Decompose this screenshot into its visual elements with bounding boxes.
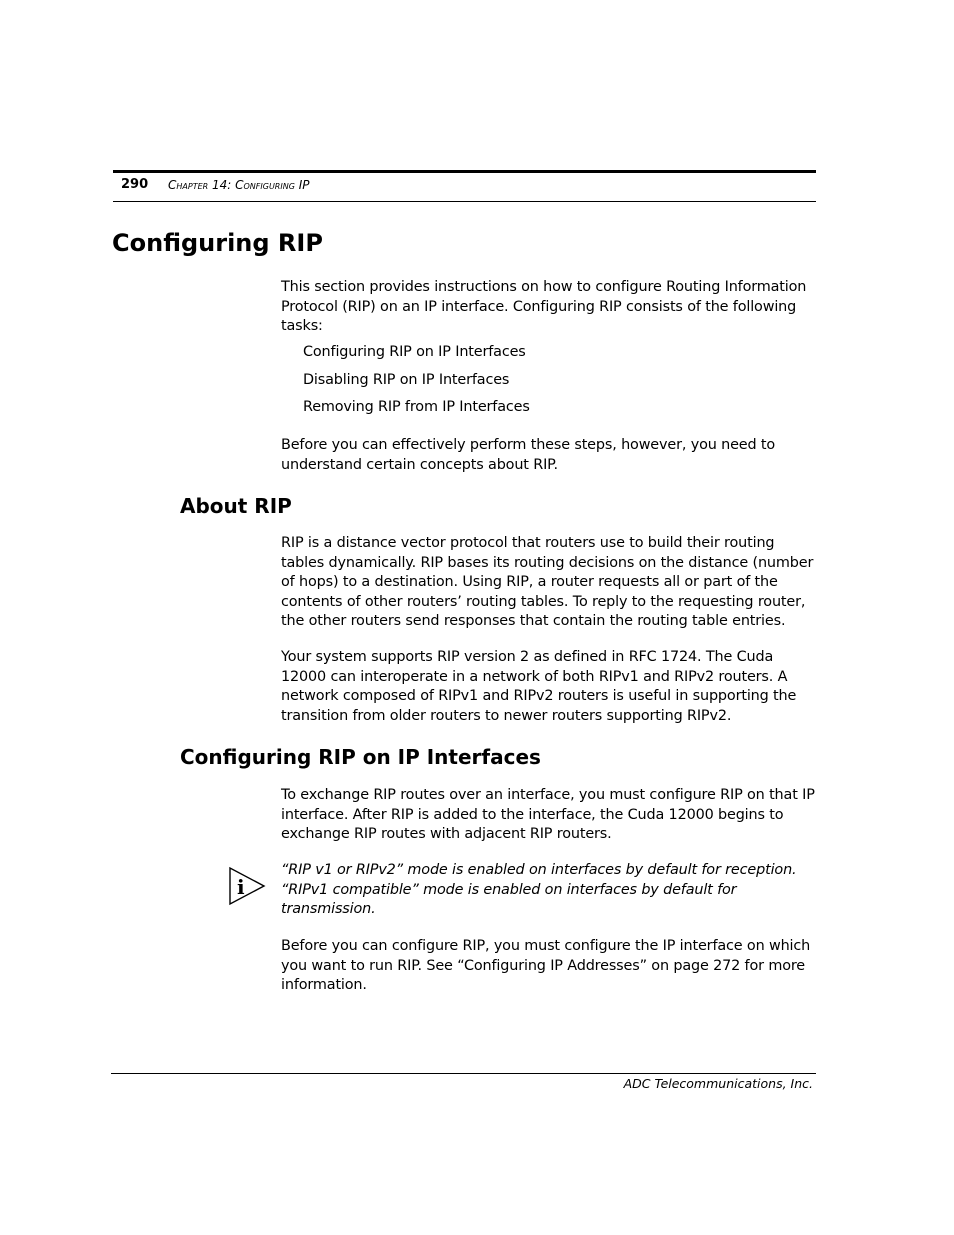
header-rule-thin xyxy=(113,201,816,202)
header-rule-thick xyxy=(113,170,816,173)
section-heading-configuring-rip: Configuring RIP on IP Interfaces xyxy=(180,745,541,769)
intro-paragraph: This section provides instructions on how to configure Routing Information Protocol (RIP) on an IP interface. Configuring RIP consists of the following tasks: xyxy=(281,279,807,334)
intro-after-paragraph: Before you can effectively perform these steps, however, you need to understand certain concepts about RIP. xyxy=(281,437,776,473)
about-paragraph-1: RIP is a distance vector protocol that routers use to build their routing tables dynamically. RIP bases its routing decisions on the distance (number of hops) to a destination. Using RIP, a router requests all or part of the contents of other routers’ routing tables. To reply to the requesting router, the other routers send responses that contain the routing table entries. xyxy=(281,535,814,629)
configuring-paragraph-1: To exchange RIP routes over an interface, you must configure RIP on that IP interface. After RIP is added to the interface, the Cuda 12000 begins to exchange RIP routes with adjacent RIP routers. xyxy=(281,787,815,842)
note-text: “RIP v1 or RIPv2” mode is enabled on interfaces by default for reception. “RIPv1 compatible” mode is enabled on interfaces by default for transmission. xyxy=(281,862,797,917)
task-item: Removing RIP from IP Interfaces xyxy=(303,399,530,415)
section-heading-about-rip: About RIP xyxy=(180,494,292,518)
chapter-title: Chapter 14: Configuring IP xyxy=(168,178,310,192)
footer-rule xyxy=(111,1073,816,1074)
info-icon xyxy=(228,866,266,906)
page-number: 290 xyxy=(121,177,149,192)
footer-company: ADC Telecommunications, Inc. xyxy=(623,1076,813,1091)
svg-text:i: i xyxy=(237,875,245,899)
task-item: Configuring RIP on IP Interfaces xyxy=(303,344,526,360)
configuring-paragraph-2: Before you can configure RIP, you must configure the IP interface on which you want to run RIP. See “Configuring IP Addresses” on page 272 for more information. xyxy=(281,938,811,993)
task-item: Disabling RIP on IP Interfaces xyxy=(303,372,510,388)
page-title: Configuring RIP xyxy=(112,229,323,257)
about-paragraph-2: Your system supports RIP version 2 as defined in RFC 1724. The Cuda 12000 can interoperate in a network of both RIPv1 and RIPv2 routers. A network composed of RIPv1 and RIPv2 routers is useful in supporting the transition from older routers to newer routers supporting RIPv2. xyxy=(281,649,797,724)
